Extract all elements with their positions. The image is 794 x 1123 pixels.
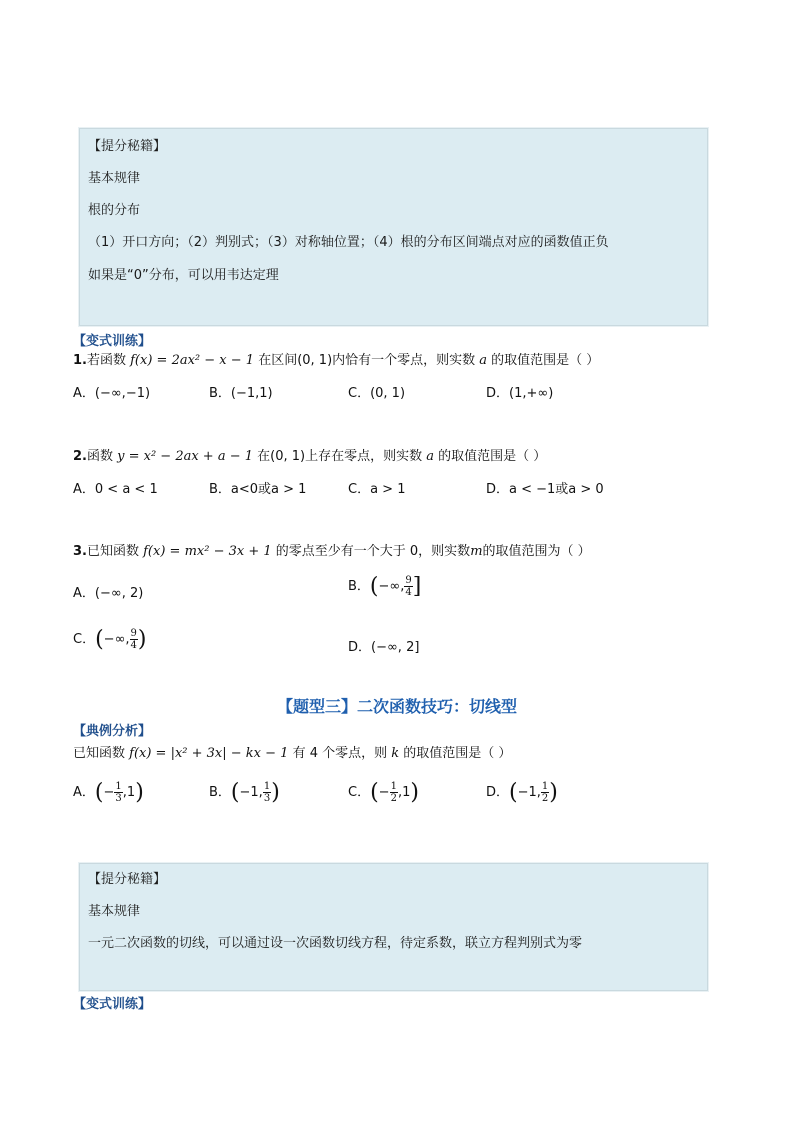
option-b: B．(−1,1): [209, 386, 273, 401]
question-1: 1.若函数 f(x) = 2ax² − x − 1 在区间(0, 1)内恰有一个零点，则实数 a 的取值范围是（ ）: [73, 353, 600, 368]
option-b: B．a<0或a > 1: [209, 482, 307, 497]
tip-line: 基本规律: [88, 171, 141, 186]
question-number: 3.: [73, 544, 87, 559]
tip-line: （1）开口方向；（2）判别式；（3）对称轴位置；（4）根的分布区间端点对应的函数值正负: [88, 235, 609, 250]
question-2: 2.函数 y = x² − 2ax + a − 1 在(0, 1)上存在零点，则实数 a 的取值范围是（ ）: [73, 449, 547, 464]
question-example: 已知函数 f(x) = |x² + 3x| − kx − 1 有 4 个零点，则 k 的取值范围是（ ）: [73, 746, 512, 761]
question-number: 1.: [73, 353, 87, 368]
option-a: A．(− $\frac{1}{3}$ ,1): [73, 780, 144, 805]
option-b: B．(−1, $\frac{1}{3}$ ): [209, 780, 280, 805]
section-tag-variant: 【变式训练】: [73, 334, 152, 349]
option-d: D．(1,+∞): [486, 386, 554, 401]
math-expr: y = x² − 2ax + a − 1: [117, 449, 254, 464]
tip-line: 一元二次函数的切线，可以通过设一次函数切线方程，待定系数，联立方程判别式为零: [88, 936, 583, 951]
math-expr: f(x) = 2ax² − x − 1: [130, 353, 255, 368]
section-tag-example: 【典例分析】: [73, 724, 152, 739]
section-heading: 【题型三】二次函数技巧：切线型: [276, 697, 517, 716]
tip-box-1: [79, 128, 708, 326]
tip-line: 根的分布: [88, 203, 141, 218]
option-b: B．(−∞, $\frac{9}{4}$ ]: [348, 574, 422, 599]
section-tag-variant-2: 【变式训练】: [73, 997, 152, 1012]
question-number: 2.: [73, 449, 87, 464]
tip-line: 如果是“0”分布，可以用韦达定理: [88, 268, 279, 283]
math-expr: f(x) = mx² − 3x + 1: [143, 544, 272, 559]
option-c: C．a > 1: [348, 482, 406, 497]
tip-line: 基本规律: [88, 904, 141, 919]
option-c: C．(0, 1): [348, 386, 406, 401]
math-expr: f(x) = |x² + 3x| − kx − 1: [129, 746, 289, 761]
tip-box-title: 【提分秘籍】: [88, 872, 167, 887]
option-a: A．(−∞, 2): [73, 586, 144, 601]
option-d: D．a < −1或a > 0: [486, 482, 604, 497]
tip-box-title: 【提分秘籍】: [88, 139, 167, 154]
option-a: A．0 < a < 1: [73, 482, 158, 497]
option-a: A．(−∞,−1): [73, 386, 151, 401]
tip-box-2: [79, 863, 708, 991]
option-c: C．(−∞, $\frac{9}{4}$ ): [73, 627, 147, 652]
option-c: C．(− $\frac{1}{2}$ ,1): [348, 780, 419, 805]
option-d: D．(−∞, 2]: [348, 640, 420, 655]
option-d: D．(−1, $\frac{1}{2}$ ): [486, 780, 558, 805]
question-3: 3.已知函数 f(x) = mx² − 3x + 1 的零点至少有一个大于 0，则实数m的取值范围为（ ）: [73, 544, 591, 559]
